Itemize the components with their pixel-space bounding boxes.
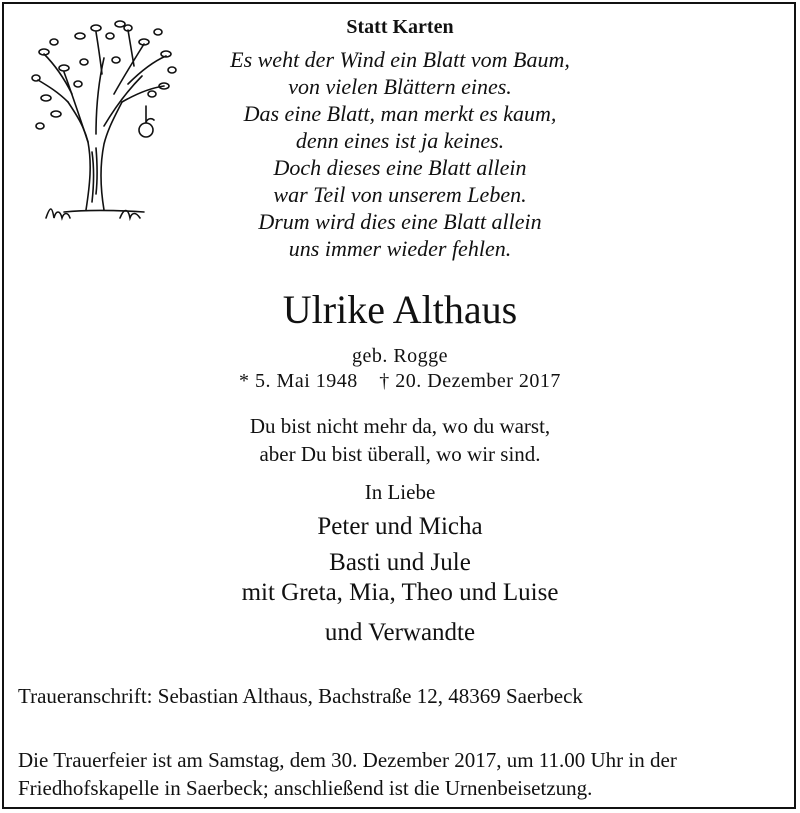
poem-line: Es weht der Wind ein Blatt vom Baum, <box>230 47 570 72</box>
maiden-name: geb. Rogge <box>351 345 449 367</box>
poem-line: Das eine Blatt, man merkt es kaum, <box>243 101 557 126</box>
notice-heading: Statt Karten <box>346 16 454 38</box>
poem-line: war Teil von unserem Leben. <box>273 182 527 207</box>
mourning-address: Traueranschrift: Sebastian Althaus, Bachstraße 12, 48369 Saerbeck <box>18 684 583 708</box>
family-line: Peter und Micha <box>317 513 483 540</box>
birth-date: * 5. Mai 1948 <box>239 370 358 392</box>
poem-line: Doch dieses eine Blatt allein <box>273 155 527 180</box>
family-line: Basti und Jule <box>329 549 471 576</box>
life-dates <box>0 370 800 393</box>
ceremony-info: Die Trauerfeier ist am Samstag, dem 30. Dezember 2017, um 11.00 Uhr in der Friedhofskapelle in Saerbeck; anschließend ist die Urnenbeisetzung. <box>18 748 677 800</box>
poem-line: von vielen Blättern eines. <box>288 74 512 99</box>
poem-line: denn eines ist ja keines. <box>295 128 505 153</box>
poem-line: Drum wird dies eine Blatt allein <box>258 209 542 234</box>
death-date: † 20. Dezember 2017 <box>379 370 561 392</box>
deceased-name: Ulrike Althaus <box>282 287 518 332</box>
quote <box>0 412 800 468</box>
quote-line: aber Du bist überall, wo wir sind. <box>259 442 541 466</box>
poem <box>0 46 800 262</box>
in-love-label: In Liebe <box>364 480 436 504</box>
family-line: und Verwandte <box>324 619 476 646</box>
quote-line: Du bist nicht mehr da, wo du warst, <box>249 414 551 438</box>
family-line: mit Greta, Mia, Theo und Luise <box>241 579 559 606</box>
poem-line: uns immer wieder fehlen. <box>288 236 512 261</box>
